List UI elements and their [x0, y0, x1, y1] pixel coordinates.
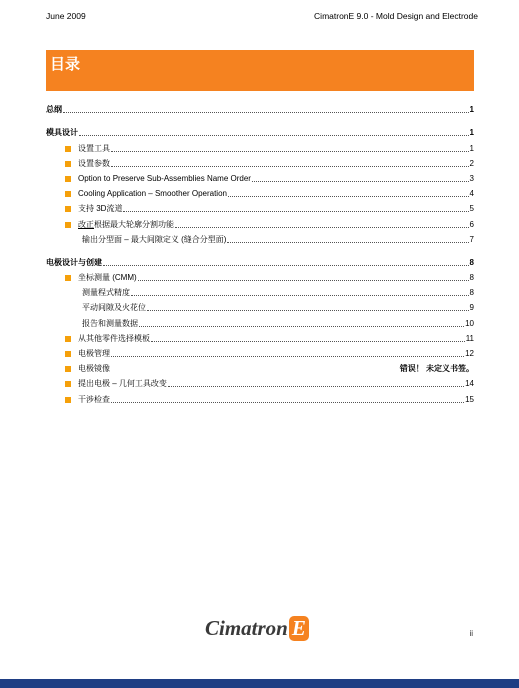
toc-entry-interference-check[interactable] [46, 389, 474, 404]
toc-entry-setup-params[interactable] [46, 154, 474, 169]
toc-entry-setup-tools[interactable] [46, 138, 474, 153]
toc-entry-mold-design[interactable] [46, 123, 474, 138]
toc-leader [111, 402, 464, 403]
page-title: 目录 [50, 56, 81, 73]
logo-e-badge: E [289, 616, 309, 641]
toc-page: 8 [469, 288, 474, 298]
page-number: ii [469, 629, 473, 638]
bullet-icon [65, 176, 71, 182]
toc-leader [151, 341, 465, 342]
toc-page: 8 [469, 273, 474, 283]
toc-leader [63, 112, 469, 113]
toc-label: 设置工具 [78, 143, 110, 153]
bullet-icon [65, 191, 71, 197]
toc-leader [111, 151, 469, 152]
toc-label [78, 220, 174, 230]
toc-leader [111, 356, 464, 357]
toc-label: 报告和测量数据 [82, 318, 138, 328]
bullet-icon [65, 206, 71, 212]
toc-leader [252, 181, 469, 182]
toc-leader [111, 166, 469, 167]
bullet-icon [65, 275, 71, 281]
toc-leader [227, 242, 468, 243]
toc-entry-preserve-order[interactable] [46, 169, 474, 184]
toc-page: 15 [465, 394, 474, 404]
toc-page: 12 [465, 349, 474, 358]
toc-label: 干涉检查 [78, 394, 110, 404]
logo-text: Cimatron [205, 616, 288, 640]
toc-label: 测量程式精度 [82, 288, 130, 298]
toc-page: 4 [469, 189, 474, 199]
toc-leader [147, 310, 469, 311]
toc-entry-overview[interactable] [46, 100, 474, 115]
toc-leader [103, 265, 469, 266]
bullet-icon [65, 161, 71, 167]
toc-label: Cooling Application – Smoother Operation [78, 189, 227, 199]
toc-label: 平动间隙及火花位 [82, 303, 146, 313]
toc-label-rest: 根据最大轮廓分割功能 [94, 219, 174, 229]
toc-page: 1 [469, 105, 474, 115]
title-bar [46, 50, 474, 91]
toc-entry-electrode-mirror[interactable] [46, 359, 474, 374]
table-of-contents [46, 100, 474, 405]
toc-page: 7 [469, 234, 474, 244]
toc-page: 8 [469, 257, 474, 267]
toc-entry-3d-runner[interactable] [46, 199, 474, 214]
header-date: June 2009 [46, 11, 86, 21]
toc-entry-cooling[interactable] [46, 184, 474, 199]
toc-page: 2 [469, 158, 474, 168]
toc-entry-extract-electrode[interactable] [46, 374, 474, 389]
bullet-icon [65, 351, 71, 357]
toc-leader [168, 386, 464, 387]
bottom-bar [0, 679, 519, 688]
toc-entry-template-select[interactable] [46, 329, 474, 344]
bullet-icon [65, 366, 71, 372]
toc-label: 设置参数 [78, 158, 110, 168]
toc-entry-split-by-contour[interactable] [46, 214, 474, 229]
toc-page-error: 错误！ 未定义书签。 [399, 364, 474, 374]
toc-page: 11 [465, 333, 474, 343]
toc-label-underlined: 改正 [78, 219, 94, 229]
toc-leader [79, 135, 469, 136]
toc-label: 从其他零件选择模板 [78, 333, 150, 343]
toc-entry-electrode-manager[interactable] [46, 344, 474, 359]
toc-page: 10 [465, 318, 474, 328]
toc-leader [131, 295, 469, 296]
toc-page: 1 [469, 128, 474, 138]
toc-entry-report-data[interactable] [46, 313, 474, 328]
header-product: CimatronE 9.0 - Mold Design and Electrode [314, 11, 478, 21]
toc-page: 6 [469, 219, 474, 229]
toc-page: 3 [469, 173, 474, 183]
toc-label: 提出电极 – 几何工具改变 [78, 379, 167, 389]
toc-label: Option to Preserve Sub-Assemblies Name Order [78, 173, 251, 183]
cimatron-logo [205, 616, 309, 641]
bullet-icon [65, 397, 71, 403]
bullet-icon [65, 336, 71, 342]
bullet-icon [65, 222, 71, 228]
toc-entry-parting-output[interactable] [46, 230, 474, 245]
toc-entry-electrode-design[interactable] [46, 253, 474, 268]
toc-page: 5 [469, 204, 474, 214]
toc-page: 14 [465, 379, 474, 389]
bullet-icon [65, 381, 71, 387]
toc-label: 电极设计与创建 [46, 257, 102, 267]
toc-label: 输出分型面 – 最大间隙定义 (缝合分型面) [82, 234, 227, 244]
toc-label: 支持 3D流道 [78, 204, 123, 214]
toc-leader [228, 196, 469, 197]
toc-label: 模具设计 [46, 128, 78, 138]
toc-label: 电极镜像 [78, 364, 110, 374]
toc-entry-measure-accuracy[interactable] [46, 283, 474, 298]
bullet-icon [65, 146, 71, 152]
toc-label: 坐标测量 (CMM) [78, 273, 137, 283]
toc-label: 电极管理 [78, 349, 110, 358]
toc-page: 1 [469, 143, 474, 153]
toc-leader [138, 280, 469, 281]
toc-page: 9 [469, 303, 474, 313]
toc-leader [123, 211, 468, 212]
toc-label: 总纲 [46, 105, 62, 115]
toc-leader [175, 227, 469, 228]
toc-leader [139, 326, 464, 327]
toc-entry-cmm[interactable] [46, 268, 474, 283]
toc-entry-orbit-gap[interactable] [46, 298, 474, 313]
